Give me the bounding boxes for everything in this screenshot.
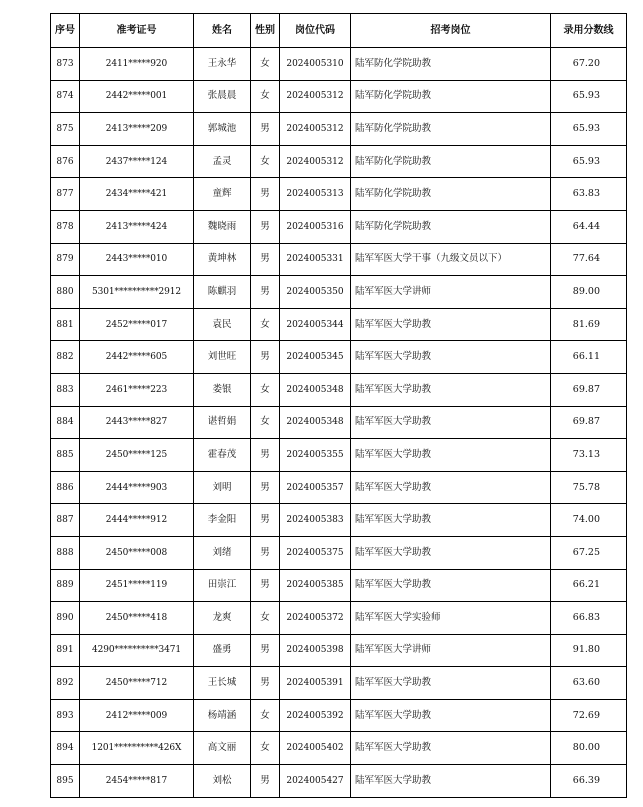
cell-name: 刘松 [194, 765, 251, 798]
cell-score-line: 89.00 [551, 276, 627, 309]
cell-gender: 男 [251, 243, 280, 276]
cell-position: 陆军防化学院助教 [351, 48, 551, 81]
cell-position: 陆军防化学院助教 [351, 145, 551, 178]
table-row [51, 48, 627, 81]
cell-score-line: 66.39 [551, 765, 627, 798]
cell-serial-no: 874 [51, 80, 80, 113]
cell-score-line: 65.93 [551, 80, 627, 113]
cell-position: 陆军军医大学助教 [351, 373, 551, 406]
table-row [51, 765, 627, 798]
cell-name: 魏晓雨 [194, 210, 251, 243]
cell-position-code: 2024005392 [280, 699, 351, 732]
cell-exam-id: 2442*****001 [80, 80, 194, 113]
cell-position-code: 2024005345 [280, 341, 351, 374]
table-header [51, 14, 627, 48]
cell-serial-no: 890 [51, 602, 80, 635]
cell-position: 陆军军医大学助教 [351, 471, 551, 504]
table-row [51, 667, 627, 700]
cell-gender: 女 [251, 145, 280, 178]
cell-name: 盛勇 [194, 634, 251, 667]
table-row [51, 276, 627, 309]
cell-name: 刘绪 [194, 536, 251, 569]
cell-gender: 女 [251, 732, 280, 765]
header-position: 招考岗位 [351, 14, 551, 48]
cell-exam-id: 2413*****209 [80, 113, 194, 146]
cell-score-line: 69.87 [551, 406, 627, 439]
cell-name: 龙爽 [194, 602, 251, 635]
cell-position: 陆军军医大学助教 [351, 765, 551, 798]
cell-position: 陆军防化学院助教 [351, 178, 551, 211]
cell-score-line: 67.20 [551, 48, 627, 81]
cell-name: 谌哲娟 [194, 406, 251, 439]
header-position-code: 岗位代码 [280, 14, 351, 48]
admission-score-table [50, 13, 627, 798]
cell-gender: 男 [251, 341, 280, 374]
cell-position-code: 2024005350 [280, 276, 351, 309]
cell-exam-id: 2443*****827 [80, 406, 194, 439]
cell-position-code: 2024005344 [280, 308, 351, 341]
cell-score-line: 65.93 [551, 145, 627, 178]
cell-serial-no: 880 [51, 276, 80, 309]
cell-name: 娄银 [194, 373, 251, 406]
table-row [51, 308, 627, 341]
cell-gender: 女 [251, 373, 280, 406]
cell-name: 刘世旺 [194, 341, 251, 374]
cell-gender: 女 [251, 308, 280, 341]
cell-exam-id: 4290**********3471 [80, 634, 194, 667]
cell-exam-id: 2412*****009 [80, 699, 194, 732]
cell-name: 高文丽 [194, 732, 251, 765]
cell-serial-no: 889 [51, 569, 80, 602]
cell-position-code: 2024005310 [280, 48, 351, 81]
cell-gender: 女 [251, 80, 280, 113]
cell-serial-no: 877 [51, 178, 80, 211]
header-serial-no: 序号 [51, 14, 80, 48]
cell-serial-no: 894 [51, 732, 80, 765]
cell-name: 袁民 [194, 308, 251, 341]
cell-position-code: 2024005331 [280, 243, 351, 276]
cell-score-line: 74.00 [551, 504, 627, 537]
cell-score-line: 75.78 [551, 471, 627, 504]
cell-position-code: 2024005427 [280, 765, 351, 798]
cell-exam-id: 2443*****010 [80, 243, 194, 276]
cell-position: 陆军防化学院助教 [351, 210, 551, 243]
cell-exam-id: 2450*****712 [80, 667, 194, 700]
header-score-line: 录用分数线 [551, 14, 627, 48]
cell-position-code: 2024005313 [280, 178, 351, 211]
cell-position-code: 2024005312 [280, 145, 351, 178]
cell-name: 黄坤林 [194, 243, 251, 276]
cell-position-code: 2024005385 [280, 569, 351, 602]
table-row [51, 145, 627, 178]
cell-exam-id: 2437*****124 [80, 145, 194, 178]
cell-serial-no: 873 [51, 48, 80, 81]
table-row [51, 406, 627, 439]
cell-serial-no: 878 [51, 210, 80, 243]
cell-gender: 男 [251, 439, 280, 472]
cell-position-code: 2024005391 [280, 667, 351, 700]
table-row [51, 732, 627, 765]
cell-position-code: 2024005348 [280, 406, 351, 439]
table-row [51, 373, 627, 406]
cell-serial-no: 891 [51, 634, 80, 667]
header-exam-id: 准考证号 [80, 14, 194, 48]
header-name: 姓名 [194, 14, 251, 48]
cell-score-line: 73.13 [551, 439, 627, 472]
cell-name: 霍春茂 [194, 439, 251, 472]
cell-serial-no: 882 [51, 341, 80, 374]
cell-position: 陆军军医大学助教 [351, 569, 551, 602]
cell-position-code: 2024005357 [280, 471, 351, 504]
cell-position-code: 2024005383 [280, 504, 351, 537]
cell-exam-id: 2451*****119 [80, 569, 194, 602]
cell-position: 陆军军医大学助教 [351, 536, 551, 569]
cell-name: 陈麒羽 [194, 276, 251, 309]
cell-gender: 男 [251, 765, 280, 798]
header-row [51, 14, 627, 48]
cell-exam-id: 2444*****903 [80, 471, 194, 504]
cell-serial-no: 879 [51, 243, 80, 276]
cell-score-line: 91.80 [551, 634, 627, 667]
cell-exam-id: 2454*****817 [80, 765, 194, 798]
cell-exam-id: 2461*****223 [80, 373, 194, 406]
cell-score-line: 66.21 [551, 569, 627, 602]
cell-gender: 男 [251, 210, 280, 243]
cell-name: 李金阳 [194, 504, 251, 537]
cell-score-line: 63.60 [551, 667, 627, 700]
cell-score-line: 63.83 [551, 178, 627, 211]
cell-score-line: 72.69 [551, 699, 627, 732]
cell-serial-no: 887 [51, 504, 80, 537]
cell-position: 陆军军医大学助教 [351, 504, 551, 537]
cell-name: 田崇江 [194, 569, 251, 602]
cell-name: 童辉 [194, 178, 251, 211]
table-row [51, 699, 627, 732]
table-row [51, 634, 627, 667]
cell-position-code: 2024005372 [280, 602, 351, 635]
cell-exam-id: 1201**********426X [80, 732, 194, 765]
cell-serial-no: 883 [51, 373, 80, 406]
cell-score-line: 77.64 [551, 243, 627, 276]
cell-position-code: 2024005348 [280, 373, 351, 406]
cell-exam-id: 2444*****912 [80, 504, 194, 537]
cell-exam-id: 5301**********2912 [80, 276, 194, 309]
table-row [51, 569, 627, 602]
cell-position: 陆军军医大学干事（九级文员以下） [351, 243, 551, 276]
table-row [51, 243, 627, 276]
cell-name: 刘明 [194, 471, 251, 504]
cell-exam-id: 2450*****008 [80, 536, 194, 569]
cell-score-line: 66.11 [551, 341, 627, 374]
table-row [51, 80, 627, 113]
cell-position: 陆军军医大学助教 [351, 699, 551, 732]
cell-position: 陆军军医大学助教 [351, 341, 551, 374]
cell-position: 陆军防化学院助教 [351, 80, 551, 113]
cell-position: 陆军军医大学助教 [351, 732, 551, 765]
cell-serial-no: 888 [51, 536, 80, 569]
cell-gender: 女 [251, 48, 280, 81]
cell-position: 陆军军医大学助教 [351, 406, 551, 439]
cell-exam-id: 2450*****418 [80, 602, 194, 635]
cell-name: 王长城 [194, 667, 251, 700]
cell-exam-id: 2450*****125 [80, 439, 194, 472]
cell-position: 陆军军医大学助教 [351, 308, 551, 341]
table-row [51, 210, 627, 243]
cell-exam-id: 2413*****424 [80, 210, 194, 243]
cell-position: 陆军防化学院助教 [351, 113, 551, 146]
cell-score-line: 69.87 [551, 373, 627, 406]
cell-serial-no: 875 [51, 113, 80, 146]
cell-name: 王永华 [194, 48, 251, 81]
cell-gender: 男 [251, 113, 280, 146]
cell-gender: 女 [251, 699, 280, 732]
cell-score-line: 65.93 [551, 113, 627, 146]
table-row [51, 536, 627, 569]
cell-serial-no: 893 [51, 699, 80, 732]
cell-serial-no: 886 [51, 471, 80, 504]
cell-gender: 男 [251, 471, 280, 504]
cell-score-line: 64.44 [551, 210, 627, 243]
cell-score-line: 81.69 [551, 308, 627, 341]
cell-serial-no: 895 [51, 765, 80, 798]
cell-score-line: 67.25 [551, 536, 627, 569]
cell-position-code: 2024005312 [280, 80, 351, 113]
table-row [51, 341, 627, 374]
table-row [51, 113, 627, 146]
cell-score-line: 80.00 [551, 732, 627, 765]
cell-gender: 男 [251, 634, 280, 667]
cell-serial-no: 892 [51, 667, 80, 700]
table-row [51, 602, 627, 635]
cell-position: 陆军军医大学实验师 [351, 602, 551, 635]
cell-position: 陆军军医大学助教 [351, 667, 551, 700]
table-row [51, 178, 627, 211]
cell-name: 孟灵 [194, 145, 251, 178]
cell-gender: 男 [251, 536, 280, 569]
cell-position: 陆军军医大学助教 [351, 439, 551, 472]
cell-gender: 男 [251, 504, 280, 537]
cell-gender: 男 [251, 569, 280, 602]
cell-name: 郭城池 [194, 113, 251, 146]
cell-exam-id: 2452*****017 [80, 308, 194, 341]
cell-serial-no: 881 [51, 308, 80, 341]
table-row [51, 504, 627, 537]
table-body [51, 48, 627, 798]
cell-gender: 男 [251, 276, 280, 309]
cell-exam-id: 2442*****605 [80, 341, 194, 374]
cell-gender: 女 [251, 602, 280, 635]
cell-score-line: 66.83 [551, 602, 627, 635]
cell-position-code: 2024005316 [280, 210, 351, 243]
header-gender: 性别 [251, 14, 280, 48]
cell-serial-no: 876 [51, 145, 80, 178]
cell-position: 陆军军医大学讲师 [351, 634, 551, 667]
cell-serial-no: 884 [51, 406, 80, 439]
cell-gender: 女 [251, 406, 280, 439]
cell-position-code: 2024005402 [280, 732, 351, 765]
cell-gender: 男 [251, 667, 280, 700]
cell-position-code: 2024005355 [280, 439, 351, 472]
cell-position-code: 2024005398 [280, 634, 351, 667]
table-row [51, 439, 627, 472]
cell-name: 张晨晨 [194, 80, 251, 113]
cell-serial-no: 885 [51, 439, 80, 472]
cell-gender: 男 [251, 178, 280, 211]
cell-exam-id: 2411*****920 [80, 48, 194, 81]
table-row [51, 471, 627, 504]
cell-name: 杨靖涵 [194, 699, 251, 732]
cell-position: 陆军军医大学讲师 [351, 276, 551, 309]
cell-exam-id: 2434*****421 [80, 178, 194, 211]
cell-position-code: 2024005375 [280, 536, 351, 569]
cell-position-code: 2024005312 [280, 113, 351, 146]
